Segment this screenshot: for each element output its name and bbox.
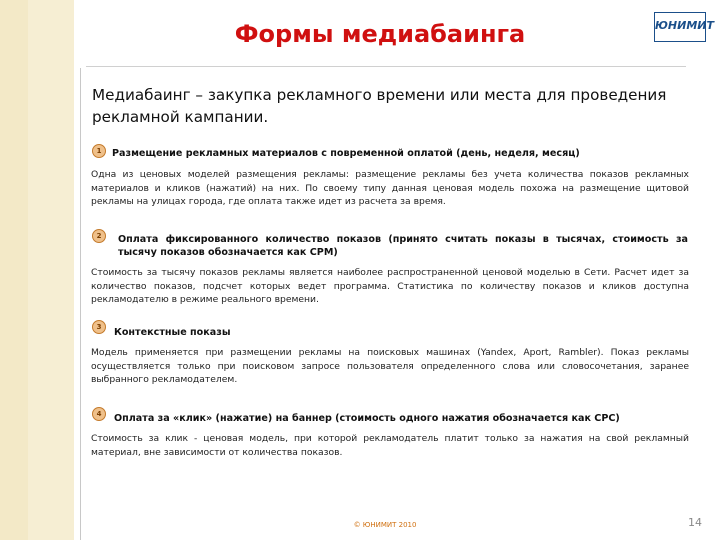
title-divider — [86, 66, 686, 67]
section-4-body: Стоимость за клик - ценовая модель, при которой рекламодатель платит только за нажатия на свой рекламный материал, вне зависимости от количества показов. — [91, 433, 689, 458]
brand-logo — [654, 12, 714, 42]
section-3-body: Модель применяется при размещении рекламы на поисковых машинах (Yandex, Aport, Rambler). Показ рекламы осуществляется только при поисковом запросе пользователя определенного слова или словосочетания, заранее выбранного рекламодателем. — [91, 347, 689, 385]
section-2-body: Стоимость за тысячу показов рекламы является наиболее распространенной ценовой моделью в Сети. Расчет идет за количество показов, подсчет которых ведет программа. Статистика по количеству показов и кликов доступна рекламодателю в режиме реального времени. — [91, 267, 689, 305]
footer-copyright: © ЮНИМИТ 2010 — [353, 521, 417, 529]
section-4-number-badge: 4 — [92, 407, 106, 421]
section-1-number-badge: 1 — [92, 144, 106, 158]
section-4-heading: Оплата за «клик» (нажатие) на баннер (стоимость одного нажатия обозначается как CPC) — [114, 413, 620, 424]
decorative-side-band — [0, 0, 74, 540]
section-3-number-badge: 3 — [92, 320, 106, 334]
lead-definition: Медиабаинг – закупка рекламного времени или места для проведения рекламной кампании. — [92, 86, 667, 126]
section-2-heading: Оплата фиксированного количество показов (принято считать показы в тысячах, стоимость за тысячу показов обозначается как CPM) — [118, 234, 688, 258]
slide-title: Формы медиабаинга — [234, 20, 526, 48]
page-number: 14 — [688, 516, 702, 529]
section-2-number-badge: 2 — [92, 229, 106, 243]
section-1-body: Одна из ценовых моделей размещения рекламы: размещение рекламы без учета количества показов рекламных материалов и кликов (нажатий) на них. По своему типу данная ценовая модель похожа на размещение щитовой рекламы на улицах города, где оплата также идет из расчета за время. — [91, 169, 689, 207]
section-3-heading: Контекстные показы — [114, 327, 231, 338]
brand-logo-text: ЮНИМИТ — [655, 19, 714, 32]
decorative-side-band-inner — [28, 0, 74, 540]
section-1-heading: Размещение рекламных материалов с повременной оплатой (день, неделя, месяц) — [112, 148, 580, 159]
